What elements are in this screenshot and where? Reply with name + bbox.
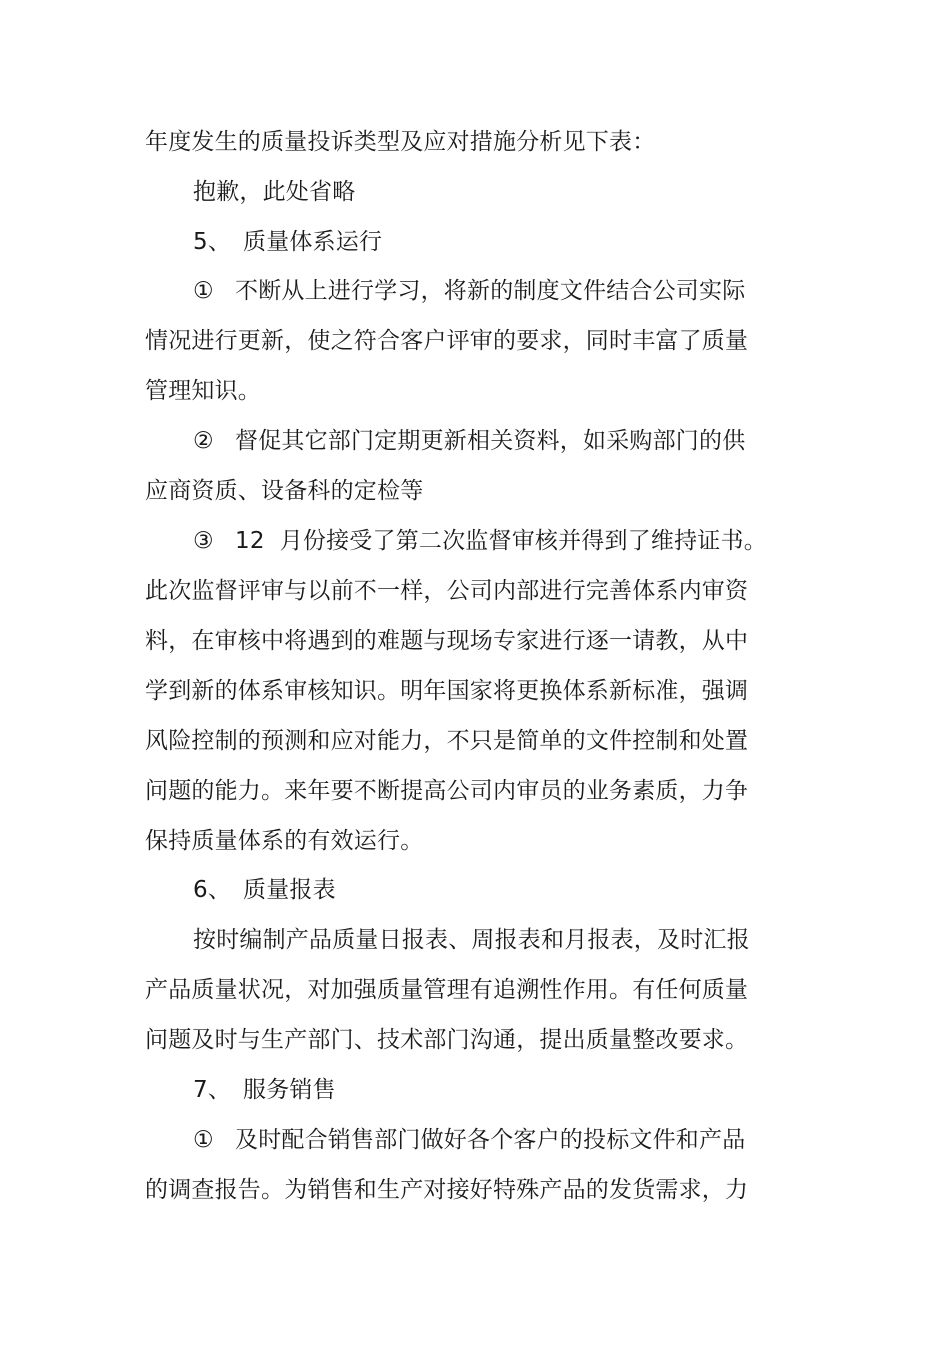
section-heading: [193, 227, 793, 257]
section-number: 7、: [193, 1077, 232, 1103]
list-item: ① 及时配合销售部门做好各个客户的投标文件和产品: [193, 1127, 746, 1153]
text-line: 情况进行更新，使之符合客户评审的要求，同时丰富了质量: [145, 328, 749, 354]
list-item: ② 督促其它部门定期更新相关资料，如采购部门的供: [193, 428, 746, 454]
item-marker: ③: [193, 528, 214, 554]
text-line: 按时编制产品质量日报表、周报表和月报表，及时汇报: [193, 927, 750, 953]
section-heading: [193, 875, 793, 905]
list-item: ③ 12 月份接受了第二次监督审核并得到了维持证书。: [193, 528, 767, 554]
text-line: 抱歉，此处省略: [193, 179, 356, 205]
section-number: 6、: [193, 877, 232, 903]
text-line: 此次监督评审与以前不一样，公司内部进行完善体系内审资: [145, 578, 749, 604]
item-marker: ①: [193, 1127, 214, 1153]
text-line: 产品质量状况，对加强质量管理有追溯性作用。有任何质量: [145, 977, 749, 1003]
text-line: 管理知识。: [145, 378, 261, 404]
section-title: 质量体系运行: [243, 229, 383, 255]
text-line: 料，在审核中将遇到的难题与现场专家进行逐一请教，从中: [145, 628, 749, 654]
text-line: 应商资质、设备科的定检等: [145, 478, 424, 504]
section-title: 服务销售: [243, 1077, 336, 1103]
item-marker: ②: [193, 428, 214, 454]
text-line: 问题的能力。来年要不断提高公司内审员的业务素质，力争: [145, 778, 749, 804]
section-title: 质量报表: [243, 877, 336, 903]
section-heading: [193, 1075, 793, 1105]
list-item: ① 不断从上进行学习，将新的制度文件结合公司实际: [193, 278, 746, 304]
text-line: 风险控制的预测和应对能力，不只是简单的文件控制和处置: [145, 728, 749, 754]
item-marker: ①: [193, 278, 214, 304]
text-line: 保持质量体系的有效运行。: [145, 828, 424, 854]
text-line: 的调查报告。为销售和生产对接好特殊产品的发货需求，力: [145, 1177, 749, 1203]
text-line: 年度发生的质量投诉类型及应对措施分析见下表：: [145, 129, 656, 155]
section-number: 5、: [193, 229, 232, 255]
text-line: 学到新的体系审核知识。明年国家将更换体系新标准，强调: [145, 678, 749, 704]
text-line: 问题及时与生产部门、技术部门沟通，提出质量整改要求。: [145, 1027, 749, 1053]
